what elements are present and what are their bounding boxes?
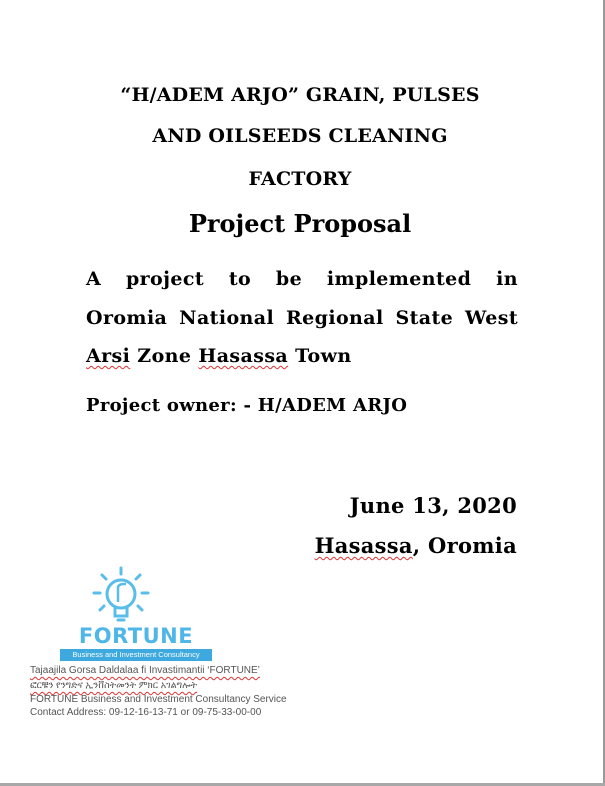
- footer-line-2: ፎርቹን የንግድና ኢንቨስትመንት ምክር አገልግሎት: [30, 680, 198, 691]
- description-line-3: [86, 345, 518, 367]
- logo-tagline: Business and Investment Consultancy: [60, 649, 212, 661]
- spellcheck-word-hasassa: Hasassa: [198, 345, 289, 367]
- footer-contact: Contact Address: 09-12-16-13-71 or 09-75-33-00-00: [30, 707, 262, 718]
- description-line-2: Oromia National Regional State West: [86, 307, 518, 329]
- document-subtitle: Project Proposal: [188, 209, 412, 238]
- title-line-1: “H/ADEM ARJO” GRAIN, PULSES: [120, 84, 480, 106]
- document-date: June 13, 2020: [349, 493, 517, 518]
- description-text: Zone: [130, 345, 199, 367]
- spellcheck-word-location: Hasassa: [314, 533, 413, 558]
- title-line-3: FACTORY: [248, 168, 352, 190]
- project-owner: Project owner: - H/ADEM ARJO: [86, 395, 408, 416]
- spellcheck-word-arsi: Arsi: [86, 345, 131, 367]
- title-line-2: AND OILSEEDS CLEANING: [152, 125, 448, 147]
- description-text: Town: [288, 345, 352, 367]
- logo-wordmark: FORTUNE: [78, 624, 194, 648]
- document-location: [315, 533, 517, 558]
- location-region: , Oromia: [412, 533, 517, 558]
- description-line-1: A project to be implemented in: [86, 268, 518, 290]
- footer-line-3: FORTUNE Business and Investment Consultancy Service: [30, 694, 287, 705]
- footer-line-1: Tajaajila Gorsa Daldalaa fi Invastimantii ‘FORTUNE’: [30, 665, 260, 676]
